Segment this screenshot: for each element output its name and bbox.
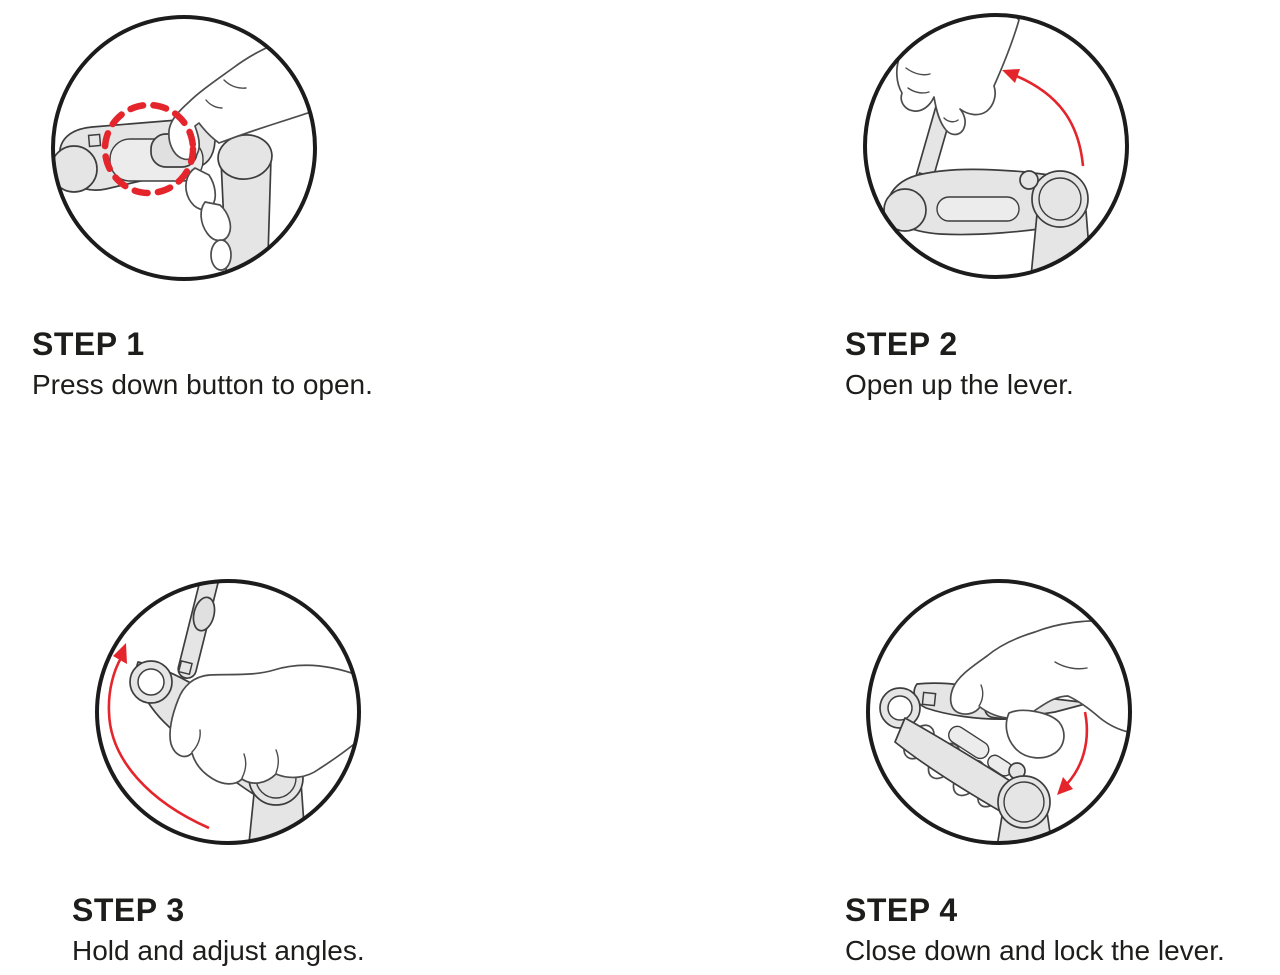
step-2-description: Open up the lever. [845,369,1074,400]
step-2-illustration [856,6,1136,286]
step-3-illustration [88,572,368,852]
step-1-description: Press down button to open. [32,369,373,400]
step-2-title: STEP 2 [845,326,958,362]
step-1-illustration [44,8,324,288]
step-4-title: STEP 4 [845,892,958,928]
step-4-illustration [859,572,1139,852]
step-4-description: Close down and lock the lever. [845,935,1225,966]
step-3-title: STEP 3 [72,892,185,928]
step-1-caption [32,326,373,402]
step-1-title: STEP 1 [32,326,145,362]
step-4-caption [845,892,1225,968]
step-2-caption [845,326,1074,402]
step-3-description: Hold and adjust angles. [72,935,365,966]
step-3-caption [72,892,365,968]
